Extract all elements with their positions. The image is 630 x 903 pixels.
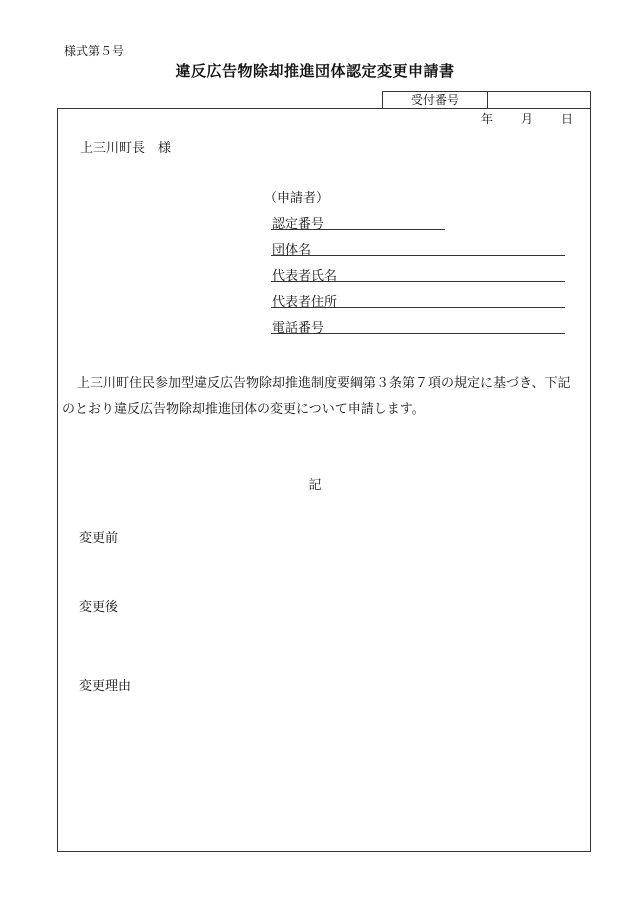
- form-number: 様式第５号: [64, 44, 125, 58]
- body-text-line-2: のとおり違反広告物除却推進団体の変更について申請します。: [62, 402, 425, 417]
- receipt-number-box: [382, 91, 591, 109]
- receipt-number-label: 受付番号: [383, 92, 488, 109]
- field-label-certification-number: 認定番号: [272, 217, 325, 232]
- applicant-heading: （申請者）: [264, 191, 330, 206]
- field-line-representative-address[interactable]: [271, 307, 565, 308]
- item-label-after-change: 変更後: [79, 600, 119, 615]
- item-label-before-change: 変更前: [79, 531, 119, 546]
- receipt-number-field[interactable]: [488, 92, 590, 109]
- field-line-certification-number[interactable]: [271, 229, 445, 230]
- recipient: 上三川町長 様: [80, 141, 172, 156]
- field-label-representative-name: 代表者氏名: [272, 269, 338, 284]
- item-label-change-reason: 変更理由: [79, 679, 132, 694]
- body-text-line-1: 上三川町住民参加型違反広告物除却推進制度要綱第３条第７項の規定に基づき、下記: [77, 376, 571, 391]
- field-label-organization-name: 団体名: [272, 243, 312, 258]
- field-label-representative-address: 代表者住所: [272, 295, 338, 310]
- date-month-label: 月: [521, 112, 534, 126]
- field-label-phone-number: 電話番号: [272, 321, 325, 336]
- field-line-representative-name[interactable]: [271, 281, 565, 282]
- ki-heading: 記: [308, 478, 322, 493]
- field-line-organization-name[interactable]: [271, 255, 565, 256]
- date-year-label: 年: [481, 112, 494, 126]
- document-title: 違反広告物除却推進団体認定変更申請書: [175, 62, 455, 80]
- field-line-phone-number[interactable]: [271, 333, 565, 334]
- date-day-label: 日: [561, 112, 574, 126]
